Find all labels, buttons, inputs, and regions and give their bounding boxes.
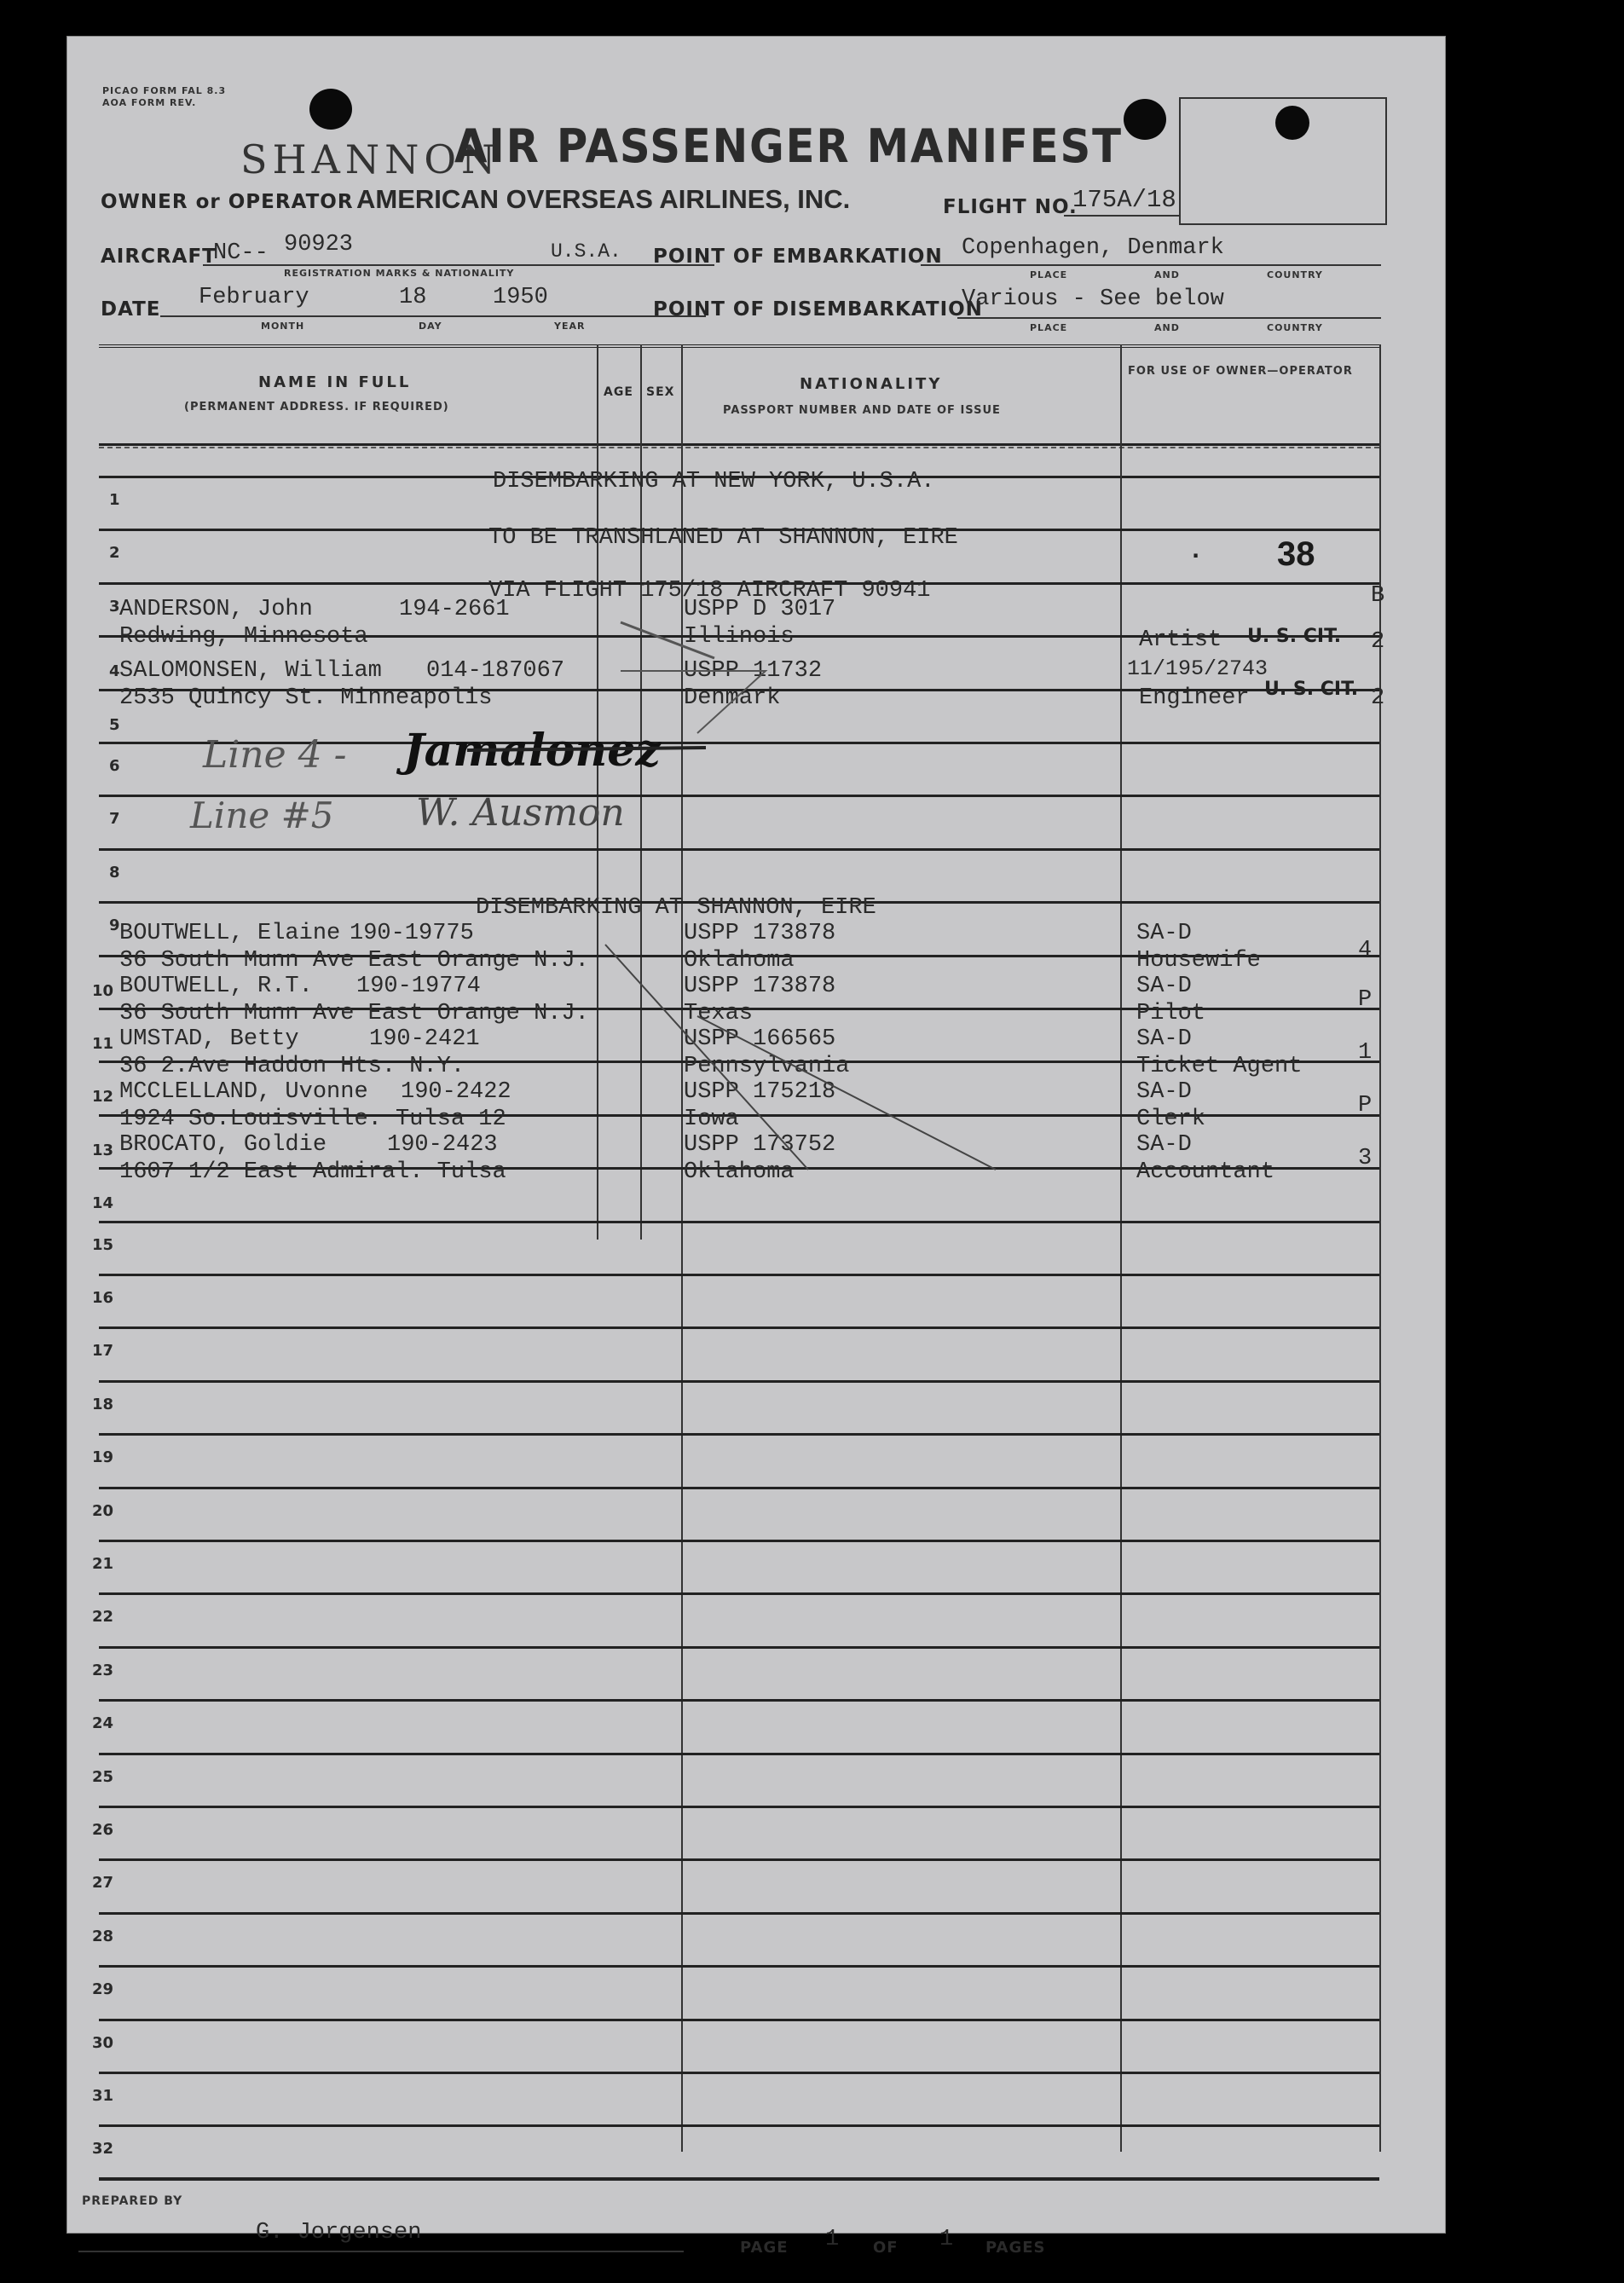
date-day: 18: [399, 285, 427, 310]
form-code-1: PICAO FORM FAL 8.3: [102, 85, 227, 96]
passenger-mark: P: [1358, 1093, 1373, 1118]
line-number: 25: [92, 1768, 114, 1786]
line-number: 18: [92, 1396, 114, 1413]
embarkation-label: POINT OF EMBARKATION: [653, 246, 943, 268]
embarkation-value: Copenhagen, Denmark: [962, 235, 1224, 261]
country-caption-1: COUNTRY: [1267, 269, 1323, 280]
passenger-address: 36 South Munn Ave East Orange N.J.: [119, 948, 589, 974]
passenger-passport: USPP 11732: [684, 658, 823, 684]
line-number: 20: [92, 1502, 114, 1520]
passenger-owner-note: 11/195/2743: [1127, 656, 1269, 681]
citizen-stamp: U. S. CIT.: [1264, 679, 1359, 700]
and-caption-1: AND: [1154, 269, 1180, 280]
line-number: 7: [109, 810, 120, 828]
passenger-passport: USPP D 3017: [684, 597, 836, 622]
passenger-occupation: Housewife: [1136, 948, 1261, 974]
passenger-id: 014-187067: [426, 658, 565, 684]
line-number: 10: [92, 982, 114, 1000]
line-number: 1: [109, 491, 120, 509]
aircraft-nationality: U.S.A.: [551, 240, 621, 263]
date-year: 1950: [493, 285, 548, 310]
page-number: 1: [825, 2227, 840, 2252]
passenger-owner-note: SA-D: [1136, 1079, 1192, 1105]
line-number: 2: [109, 544, 120, 562]
passenger-mark: 3: [1358, 1146, 1373, 1171]
note-line-2: TO BE TRANSHLANED AT SHANNON, EIRE: [488, 525, 958, 551]
line-number: 4: [109, 662, 120, 680]
col-owner-use: FOR USE OF OWNER—OPERATOR: [1128, 365, 1353, 378]
passenger-address: 1924 So.Louisville. Tulsa 12: [119, 1107, 506, 1132]
passenger-name: MCCLELLAND, Uvonne: [119, 1079, 368, 1105]
page-label: PAGE: [740, 2239, 789, 2257]
passenger-name: BOUTWELL, Elaine: [119, 921, 341, 946]
passenger-nationality: Oklahoma: [684, 1159, 795, 1185]
passenger-address: Redwing, Minnesota: [119, 624, 368, 650]
passenger-id: 190-19775: [350, 921, 474, 946]
col-sex: SEX: [646, 385, 675, 399]
prepared-by-label: PREPARED BY: [82, 2194, 183, 2208]
flight-value: 175A/18: [1072, 186, 1176, 214]
passenger-nationality: Denmark: [684, 685, 781, 711]
citizen-stamp: U. S. CIT.: [1247, 626, 1342, 647]
passenger-id: 190-19774: [356, 974, 481, 999]
count-mark: .: [1192, 539, 1200, 563]
passenger-mark: P: [1358, 987, 1373, 1013]
disembarkation-label: POINT OF DISEMBARKATION: [653, 298, 983, 321]
line-number: 16: [92, 1289, 114, 1307]
passenger-nationality: Oklahoma: [684, 948, 795, 974]
and-caption-2: AND: [1154, 322, 1180, 333]
line-number: 28: [92, 1928, 114, 1945]
passenger-nationality: Texas: [684, 1001, 754, 1026]
date-month: February: [199, 285, 309, 310]
passenger-id: 194-2661: [399, 597, 510, 622]
passenger-passport: USPP 173878: [684, 974, 836, 999]
passenger-name: ANDERSON, John: [119, 597, 313, 622]
line-number: 14: [92, 1194, 114, 1212]
prepared-by-value: G. Jorgensen: [256, 2220, 422, 2245]
passenger-owner-note: SA-D: [1136, 974, 1192, 999]
passenger-name: UMSTAD, Betty: [119, 1026, 299, 1052]
passenger-address: 1607 1/2 East Admiral. Tulsa: [119, 1159, 506, 1185]
col-nationality: NATIONALITY: [800, 375, 943, 393]
of-label: OF: [873, 2239, 899, 2257]
passenger-address: 36 South Munn Ave East Orange N.J.: [119, 1001, 589, 1026]
line-number: 27: [92, 1874, 114, 1892]
passenger-name: BOUTWELL, R.T.: [119, 974, 313, 999]
pages-label: PAGES: [985, 2239, 1046, 2257]
line-number: 26: [92, 1821, 114, 1839]
passenger-mark: 1: [1358, 1040, 1373, 1066]
line-number: 23: [92, 1662, 114, 1679]
line-number: 29: [92, 1980, 114, 1998]
line-number: 21: [92, 1555, 114, 1573]
disembarkation-value: Various - See below: [962, 286, 1224, 312]
b-mark: B: [1371, 583, 1385, 609]
passenger-name: BROCATO, Goldie: [119, 1132, 327, 1158]
passenger-occupation: Engineer: [1139, 685, 1250, 711]
handwritten-signature-line-7: W. Ausmon: [416, 791, 625, 835]
handwritten-location: SHANNON: [240, 136, 501, 182]
line-number: 15: [92, 1236, 114, 1254]
line-number: 5: [109, 716, 120, 734]
flight-label: FLIGHT NO.: [943, 196, 1078, 218]
passenger-id: 190-2422: [401, 1079, 511, 1105]
owner-value: AMERICAN OVERSEAS AIRLINES, INC.: [356, 184, 851, 214]
manifest-sheet: [66, 36, 1446, 2257]
col-name-sub: (PERMANENT ADDRESS. IF REQUIRED): [184, 401, 449, 413]
passenger-passport: USPP 175218: [684, 1079, 836, 1105]
passenger-occupation: Artist: [1139, 627, 1222, 653]
passenger-id: 190-2423: [387, 1132, 498, 1158]
note-line-1: DISEMBARKING AT NEW YORK, U.S.A.: [493, 469, 935, 494]
passenger-occupation: Pilot: [1136, 1001, 1206, 1026]
line-number: 31: [92, 2087, 114, 2105]
passenger-passport: USPP 173752: [684, 1132, 836, 1158]
month-caption: MONTH: [261, 321, 305, 332]
line-number: 22: [92, 1608, 114, 1626]
passenger-nationality: Illinois: [684, 624, 795, 650]
passenger-mark: 4: [1358, 938, 1373, 963]
passenger-owner-note: SA-D: [1136, 921, 1192, 946]
registration-caption: REGISTRATION MARKS & NATIONALITY: [284, 268, 515, 279]
line-number: 9: [109, 916, 120, 934]
col-age: AGE: [604, 385, 633, 399]
col-nationality-sub: PASSPORT NUMBER AND DATE OF ISSUE: [723, 404, 1001, 417]
line-number: 32: [92, 2140, 114, 2158]
pencil-strike-marks: [66, 36, 1446, 2234]
aircraft-prefix: NC--: [213, 240, 269, 266]
passenger-occupation: Accountant: [1136, 1159, 1275, 1185]
passenger-address: 2535 Quincy St. Minneapolis: [119, 685, 493, 711]
passenger-id: 190-2421: [369, 1026, 480, 1052]
line-number: 30: [92, 2034, 114, 2052]
passenger-passport: USPP 173878: [684, 921, 836, 946]
place-caption-1: PLACE: [1030, 269, 1068, 280]
handwritten-note-line-6: Line 4 -: [203, 733, 347, 777]
place-caption-2: PLACE: [1030, 322, 1068, 333]
col-name: NAME IN FULL: [258, 373, 412, 391]
note-line-3: VIA FLIGHT 175/18 AIRCRAFT 90941: [488, 578, 931, 604]
passenger-address: 36 2.Ave Haddon Hts. N.Y.: [119, 1054, 465, 1079]
passenger-nationality: Iowa: [684, 1107, 739, 1132]
passenger-owner-note: SA-D: [1136, 1026, 1192, 1052]
passenger-name: SALOMONSEN, William: [119, 658, 382, 684]
owner-label: OWNER or OPERATOR: [101, 191, 354, 213]
line-number: 12: [92, 1088, 114, 1106]
line-number: 3: [109, 598, 120, 616]
aircraft-label: AIRCRAFT: [101, 246, 217, 268]
line-number: 11: [92, 1035, 114, 1053]
line-number: 19: [92, 1448, 114, 1466]
aircraft-value: 90923: [284, 232, 354, 257]
handwritten-signature-line-6: Jamalonez: [403, 725, 661, 777]
line-number: 6: [109, 757, 120, 775]
passenger-nationality: Pennsylvania: [684, 1054, 850, 1079]
line-number: 17: [92, 1342, 114, 1360]
handwritten-note-line-7: Line #5: [190, 795, 334, 836]
line-number: 24: [92, 1714, 114, 1732]
form-code-2: AOA FORM REV.: [102, 97, 197, 108]
passenger-occupation: Ticket Agent: [1136, 1054, 1303, 1079]
country-caption-2: COUNTRY: [1267, 322, 1323, 333]
day-caption: DAY: [419, 321, 442, 332]
year-caption: YEAR: [554, 321, 586, 332]
passenger-passport: USPP 166565: [684, 1026, 836, 1052]
date-label: DATE: [101, 298, 161, 321]
line-number: 13: [92, 1142, 114, 1159]
passenger-mark: 2: [1371, 685, 1385, 711]
page-total: 1: [939, 2227, 954, 2252]
passenger-mark: 2: [1371, 629, 1385, 655]
note-line-9: DISEMBARKING AT SHANNON, EIRE: [476, 895, 876, 921]
page-title: AIR PASSENGER MANIFEST: [454, 119, 1123, 173]
passenger-occupation: Clerk: [1136, 1107, 1206, 1132]
line-number: 8: [109, 864, 120, 881]
passenger-count: 38: [1277, 535, 1315, 573]
passenger-owner-note: SA-D: [1136, 1132, 1192, 1158]
